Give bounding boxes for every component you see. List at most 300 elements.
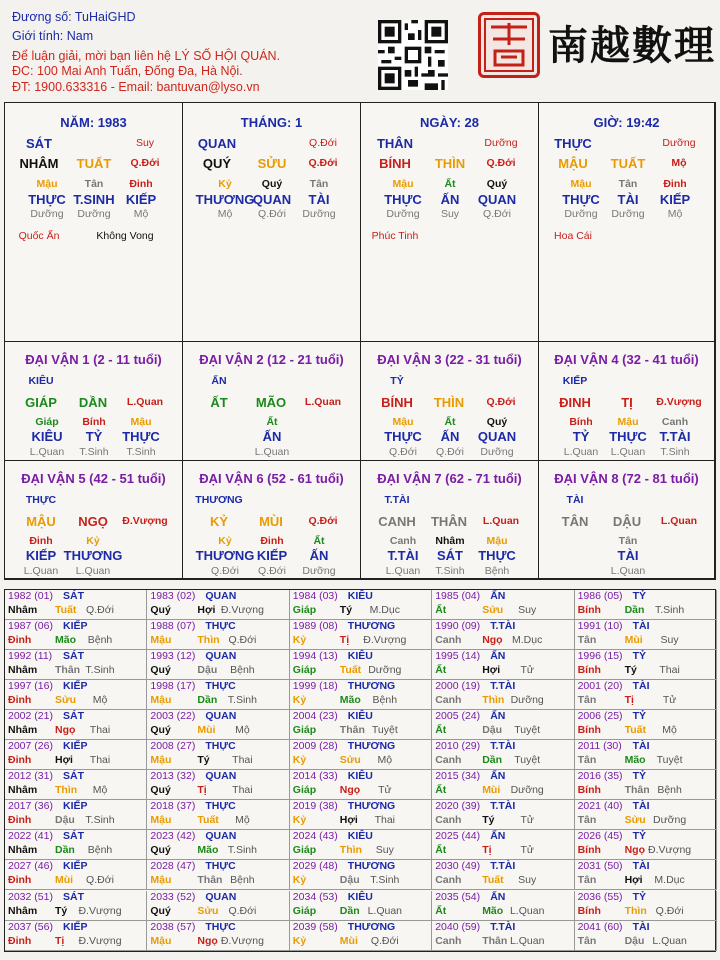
year-cell[interactable]: [432, 921, 574, 951]
year-cell[interactable]: [290, 650, 432, 680]
year-stem: Quý: [150, 904, 171, 917]
year-stage: Dưỡng: [510, 784, 544, 797]
year-ten-god: SÁT: [63, 890, 84, 903]
year-label: 1985 (04): [435, 590, 481, 602]
pillar-stage: Dưỡng: [662, 137, 696, 149]
qr-code-icon[interactable]: [378, 20, 448, 90]
year-label: 2015 (34): [435, 770, 481, 783]
year-stem: Nhâm: [8, 724, 38, 737]
year-ten-god: KIẾP: [63, 860, 88, 873]
year-stem: Ất: [435, 724, 447, 737]
year-stem: Kỷ: [292, 934, 307, 947]
pillar-earthly-branch: SỬU: [257, 156, 287, 171]
dai-van-branch: THÂN: [430, 514, 468, 529]
year-branch: Thân: [339, 724, 365, 737]
dai-van-cell: [539, 461, 715, 579]
year-stem: Canh: [435, 814, 462, 827]
year-label: 2039 (58): [292, 920, 338, 933]
hidden-stem-god: SÁT: [437, 548, 463, 563]
hidden-stem-god: ẤN: [440, 429, 460, 444]
year-label: 2010 (29): [435, 740, 481, 753]
year-stem: Giáp: [292, 604, 317, 616]
year-cell[interactable]: [5, 680, 147, 710]
hidden-stem-stage: L.Quan: [610, 446, 646, 458]
year-cell[interactable]: [575, 680, 717, 710]
year-cell[interactable]: [432, 650, 574, 680]
year-cell[interactable]: [575, 710, 717, 740]
year-branch: Tuất: [339, 664, 362, 677]
year-branch: Mão: [624, 754, 646, 767]
year-stage: L.Quan: [509, 934, 545, 947]
year-stem: Nhâm: [8, 904, 38, 917]
year-stage: M.Dục: [369, 604, 400, 616]
year-branch: Hợi: [197, 604, 216, 616]
year-stage: M.Dục: [654, 874, 685, 887]
year-label: 2020 (39): [435, 800, 481, 813]
year-cell[interactable]: [290, 800, 432, 830]
year-cell[interactable]: [147, 710, 289, 740]
year-stage: Mộ: [235, 724, 250, 737]
hidden-stem-god: QUAN: [252, 192, 292, 207]
year-cell[interactable]: [290, 770, 432, 800]
hidden-stem-stage: L.Quan: [254, 446, 290, 458]
year-ten-god: SÁT: [63, 590, 84, 602]
year-ten-god: QUAN: [205, 830, 237, 843]
year-cell[interactable]: [5, 830, 147, 860]
year-stem: Bính: [577, 604, 601, 616]
year-stage: T.Sinh: [227, 694, 257, 707]
year-cell[interactable]: [5, 921, 147, 951]
year-cell[interactable]: [575, 740, 717, 770]
year-stage: L.Quan: [652, 934, 687, 947]
year-branch: Tị: [624, 694, 634, 707]
dai-van-title: ĐẠI VẬN 5 (42 - 51 tuổi): [21, 471, 166, 486]
year-cell[interactable]: [5, 590, 147, 620]
year-label: 2019 (38): [292, 800, 338, 813]
hidden-stem-stage: Dưỡng: [302, 565, 336, 577]
year-branch: Tuất: [624, 724, 646, 737]
year-stage: Tuyệt: [514, 754, 541, 767]
year-cell[interactable]: [575, 891, 717, 921]
year-label: 1991 (10): [577, 620, 623, 633]
pillar-stem-stage: Q.Đới: [130, 157, 160, 169]
year-stage: Tử: [378, 784, 392, 797]
year-stage: Dưỡng: [653, 814, 687, 827]
year-stem: Giáp: [292, 724, 317, 737]
year-cell[interactable]: [575, 620, 717, 650]
hidden-stem: Canh: [389, 535, 417, 547]
year-stage: Q.Đới: [370, 934, 399, 947]
hidden-stem-stage: Suy: [440, 208, 460, 220]
pillar-heavenly-stem: MẬU: [558, 156, 588, 171]
hidden-stem-stage: Mộ: [133, 208, 149, 220]
year-cell[interactable]: [575, 830, 717, 860]
year-ten-god: TÀI: [632, 620, 650, 633]
year-stem: Bính: [577, 844, 601, 857]
year-stage: Mộ: [235, 814, 250, 827]
year-label: 2036 (55): [577, 890, 623, 903]
year-ten-god: SÁT: [63, 770, 84, 783]
year-label: 2007 (26): [8, 740, 53, 753]
year-branch: Hợi: [482, 664, 501, 677]
year-cell[interactable]: [432, 590, 574, 620]
year-label: 2038 (57): [150, 920, 196, 933]
year-cell[interactable]: [290, 740, 432, 770]
year-ten-god: QUAN: [205, 890, 237, 903]
year-stage: Tử: [520, 664, 534, 677]
year-label: 1987 (06): [8, 620, 53, 633]
hidden-stem: Canh: [661, 416, 689, 428]
pillar-stem-stage: Q.Đới: [486, 157, 516, 169]
special-star: Quốc Ấn: [18, 230, 60, 242]
year-cell[interactable]: [147, 740, 289, 770]
pillar-earthly-branch: TUẤT: [76, 156, 112, 171]
seal-pattern-icon: [481, 15, 537, 75]
year-cell[interactable]: [432, 680, 574, 710]
hidden-stem-god: TÀI: [308, 192, 330, 207]
year-branch: Dậu: [197, 664, 218, 677]
year-cell[interactable]: [147, 770, 289, 800]
year-cell[interactable]: [575, 921, 717, 951]
year-cell[interactable]: [432, 830, 574, 860]
year-ten-god: ẤN: [490, 890, 506, 903]
year-stage: T.Sinh: [370, 874, 400, 887]
year-cell[interactable]: [147, 830, 289, 860]
year-label: 1989 (08): [292, 620, 338, 633]
pillar-cell: [539, 103, 715, 342]
year-branch: Mùi: [624, 634, 643, 647]
year-stem: Canh: [435, 634, 462, 647]
year-branch: Mùi: [339, 934, 358, 947]
dai-van-stage: Đ.Vượng: [656, 396, 702, 408]
year-ten-god: T.TÀI: [490, 800, 516, 813]
dai-van-stem: KỶ: [209, 514, 229, 529]
year-cell[interactable]: [290, 680, 432, 710]
pillar-stem-stage: Q.Đới: [308, 157, 338, 169]
year-cell[interactable]: [290, 620, 432, 650]
year-ten-god: KIẾP: [63, 800, 88, 813]
year-branch: Ngọ: [55, 724, 76, 737]
year-cell[interactable]: [432, 770, 574, 800]
dai-van-branch: MÙI: [259, 514, 283, 529]
consult-line: Để luận giải, mời bạn liên hệ LÝ SỐ HỘI QUÁN.: [12, 49, 281, 63]
year-stem: Mậu: [150, 634, 172, 647]
year-cell[interactable]: [5, 710, 147, 740]
pillar-stem-stage: Mộ: [671, 157, 687, 169]
year-label: 1990 (09): [435, 620, 481, 633]
year-ten-god: ẤN: [490, 710, 506, 723]
dai-van-cell: [5, 342, 183, 461]
hidden-stem: Ất: [444, 178, 456, 190]
dai-van-cell: [361, 342, 539, 461]
year-stage: Suy: [660, 634, 679, 647]
year-label: 2026 (45): [577, 830, 623, 843]
year-ten-god: ẤN: [490, 650, 506, 663]
year-branch: Sửu: [482, 604, 504, 616]
hidden-stem-god: THỰC: [28, 192, 66, 207]
year-label: 2035 (54): [435, 890, 481, 903]
year-cell[interactable]: [575, 590, 717, 620]
year-stage: Bệnh: [657, 784, 682, 797]
year-stage: Thai: [374, 814, 396, 827]
pillar-earthly-branch: THÌN: [434, 156, 466, 171]
year-branch: Hợi: [339, 814, 358, 827]
year-label: 2024 (43): [292, 830, 338, 843]
year-cell[interactable]: [147, 650, 289, 680]
year-cell[interactable]: [5, 650, 147, 680]
year-branch: Sửu: [55, 694, 77, 707]
contact-line: ĐT: 1900.633316 - Email: bantuvan@lyso.vn: [12, 80, 260, 94]
year-stage: Đ.Vượng: [78, 934, 122, 947]
year-cell[interactable]: [5, 740, 147, 770]
year-cell[interactable]: [5, 860, 147, 890]
dai-van-stem-god: THƯƠNG: [195, 494, 243, 506]
year-ten-god: THƯƠNG: [347, 920, 396, 933]
year-ten-god: TỶ: [632, 590, 647, 602]
year-branch: Ngọ: [197, 934, 218, 947]
year-stage: Thai: [232, 784, 253, 797]
address-line: ĐC: 100 Mai Anh Tuấn, Đống Đa, Hà Nội.: [12, 64, 243, 78]
year-label: 2005 (24): [435, 710, 481, 723]
year-stage: Suy: [518, 604, 537, 616]
year-stem: Canh: [435, 934, 462, 947]
pillar-heavenly-stem: BÍNH: [379, 156, 411, 171]
year-label: 2012 (31): [8, 770, 53, 783]
year-cell[interactable]: [432, 740, 574, 770]
pillar-cell: [5, 103, 183, 342]
year-cell[interactable]: [575, 650, 717, 680]
year-branch: Thìn: [482, 694, 505, 707]
year-stem: Giáp: [292, 784, 317, 797]
year-ten-god: THỰC: [205, 800, 236, 813]
year-cell[interactable]: [147, 800, 289, 830]
year-branch: Dậu: [55, 814, 75, 827]
dai-van-title: ĐẠI VẬN 8 (72 - 81 tuổi): [554, 471, 699, 486]
year-ten-god: QUAN: [205, 770, 237, 783]
year-stem: Đinh: [8, 814, 32, 827]
year-stage: Thai: [232, 754, 253, 767]
year-branch: Thìn: [55, 784, 78, 797]
year-cell[interactable]: [432, 710, 574, 740]
hidden-stem: Mậu: [392, 416, 414, 428]
dai-van-branch: THÌN: [433, 395, 465, 410]
year-stem: Mậu: [150, 814, 172, 827]
hidden-stem-stage: L.Quan: [563, 446, 599, 458]
year-cell[interactable]: [147, 860, 289, 890]
year-branch: Mão: [482, 904, 504, 917]
year-branch: Tuất: [55, 604, 77, 616]
year-stem: Kỷ: [292, 694, 307, 707]
dai-van-title: ĐẠI VẬN 1 (2 - 11 tuổi): [25, 352, 162, 367]
hidden-stem-god: TÀI: [617, 192, 639, 207]
year-stem: Canh: [435, 874, 462, 887]
year-ten-god: T.TÀI: [490, 860, 516, 873]
dai-van-cell: [361, 461, 539, 579]
year-stem: Quý: [150, 724, 171, 737]
year-stem: Tân: [577, 634, 597, 647]
year-stage: Bệnh: [87, 844, 113, 857]
chart-header: [0, 0, 720, 100]
hidden-stem-god: ẤN: [440, 192, 460, 207]
year-stem: Ất: [435, 664, 447, 677]
dai-van-stage: Q.Đới: [486, 396, 516, 408]
year-cell[interactable]: [147, 891, 289, 921]
hidden-stem-god: QUAN: [477, 429, 517, 444]
dai-van-stem: MẬU: [26, 514, 56, 529]
hidden-stem: Bính: [569, 416, 593, 428]
hidden-stem-god: KIẾP: [659, 192, 691, 207]
hidden-stem-stage: Bệnh: [484, 565, 510, 577]
year-branch: Thân: [482, 934, 508, 947]
year-stage: Mộ: [92, 784, 108, 797]
hidden-stem: Kỷ: [218, 535, 232, 547]
hidden-stem-god: THỰC: [384, 429, 422, 444]
year-ten-god: THỰC: [205, 620, 236, 633]
year-label: 1988 (07): [150, 620, 196, 633]
year-stage: Tuyệt: [514, 724, 541, 737]
year-branch: Sửu: [339, 754, 361, 767]
year-ten-god: ẤN: [490, 590, 506, 602]
dai-van-branch: NGỌ: [78, 514, 108, 529]
year-cell[interactable]: [432, 891, 574, 921]
year-cell[interactable]: [290, 710, 432, 740]
hidden-stem: Giáp: [35, 416, 59, 428]
year-cell[interactable]: [432, 620, 574, 650]
dai-van-stem-god: TÀI: [566, 494, 584, 506]
hidden-stem: Ất: [266, 416, 278, 428]
pillar-cell: [183, 103, 361, 342]
year-stage: Tử: [520, 814, 534, 827]
year-branch: Dậu: [624, 934, 645, 947]
year-ten-god: THƯƠNG: [347, 620, 396, 633]
year-cell[interactable]: [290, 891, 432, 921]
year-branch: Tý: [339, 604, 353, 616]
dai-van-stem-god: TỶ: [390, 375, 404, 387]
dai-van-stage: L.Quan: [660, 515, 698, 527]
hidden-stem-god: T.TÀI: [387, 548, 419, 563]
year-label: 1993 (12): [150, 650, 196, 663]
year-cell[interactable]: [432, 800, 574, 830]
hidden-stem: Mậu: [36, 178, 58, 190]
year-stage: Q.Đới: [228, 634, 257, 647]
year-stage: Bệnh: [372, 694, 398, 707]
year-ten-god: T.TÀI: [490, 920, 516, 933]
year-stem: Ất: [435, 784, 447, 797]
year-branch: Hợi: [624, 874, 643, 887]
hidden-stem-stage: T.Sinh: [435, 565, 465, 577]
year-ten-god: T.TÀI: [490, 740, 516, 753]
hidden-stem-god: THƯƠNG: [195, 548, 255, 563]
year-stem: Canh: [435, 694, 462, 707]
year-label: 2001 (20): [577, 680, 623, 693]
dai-van-stage: Q.Đới: [308, 515, 338, 527]
year-ten-god: SÁT: [63, 710, 84, 723]
hidden-stem-stage: Dưỡng: [77, 208, 111, 220]
year-cell[interactable]: [575, 770, 717, 800]
hidden-stem: Quý: [486, 416, 508, 428]
year-cell[interactable]: [290, 860, 432, 890]
year-cell[interactable]: [147, 921, 289, 951]
year-ten-god: THỰC: [205, 740, 236, 753]
year-cell[interactable]: [290, 921, 432, 951]
hidden-stem-god: T.TÀI: [659, 429, 691, 444]
year-ten-god: T.TÀI: [490, 680, 516, 693]
year-label: 2032 (51): [8, 890, 53, 903]
year-cell[interactable]: [5, 770, 147, 800]
year-cell[interactable]: [575, 860, 717, 890]
year-cell[interactable]: [147, 680, 289, 710]
pillar-title: NĂM: 1983: [60, 115, 127, 130]
year-cell[interactable]: [5, 891, 147, 921]
year-stage: Đ.Vượng: [78, 904, 122, 917]
hidden-stem-stage: Q.Đới: [483, 208, 511, 220]
year-label: 1983 (02): [150, 590, 196, 602]
year-cell[interactable]: [5, 620, 147, 650]
hidden-stem-stage: Mộ: [667, 208, 683, 220]
year-stem: Nhâm: [8, 844, 38, 857]
year-stage: Mộ: [92, 694, 108, 707]
year-branch: Thân: [197, 874, 223, 887]
year-label: 2011 (30): [577, 740, 622, 753]
year-cell[interactable]: [147, 620, 289, 650]
year-stage: T.Sinh: [227, 844, 257, 857]
hidden-stem-stage: Q.Đới: [258, 565, 286, 577]
pillar-stage: Dưỡng: [484, 137, 518, 149]
year-stage: Thai: [89, 754, 111, 767]
year-branch: Tuất: [482, 874, 504, 887]
year-label: 2030 (49): [435, 860, 481, 873]
year-cell[interactable]: [575, 800, 717, 830]
year-branch: Dần: [197, 694, 218, 707]
hidden-stem: Bính: [82, 416, 106, 428]
year-stem: Giáp: [292, 904, 317, 917]
year-branch: Mùi: [55, 874, 74, 887]
year-cell[interactable]: [290, 590, 432, 620]
year-cell[interactable]: [147, 590, 289, 620]
year-stem: Kỷ: [292, 634, 307, 647]
year-ten-god: QUAN: [205, 650, 237, 663]
year-stem: Đinh: [8, 934, 32, 947]
year-stage: Bệnh: [230, 664, 255, 677]
year-stem: Ất: [435, 604, 447, 616]
special-star: Hoa Cái: [554, 230, 592, 242]
year-cell[interactable]: [5, 800, 147, 830]
year-cell[interactable]: [290, 830, 432, 860]
year-stem: Bính: [577, 724, 601, 737]
year-branch: Ngọ: [339, 784, 361, 797]
year-branch: Tị: [482, 844, 492, 857]
hidden-stem: Tân: [618, 535, 638, 547]
dai-van-stem: TÂN: [561, 514, 589, 529]
year-label: 2016 (35): [577, 770, 623, 783]
year-stage: Mộ: [662, 724, 677, 737]
year-stem: Quý: [150, 604, 171, 616]
year-ten-god: THƯƠNG: [347, 680, 396, 693]
year-stem: Đinh: [8, 874, 32, 887]
pillar-stage: Suy: [135, 137, 155, 149]
dai-van-branch: DẦN: [78, 395, 108, 410]
dai-van-stem: CANH: [378, 514, 416, 529]
year-cell[interactable]: [432, 860, 574, 890]
year-label: 1999 (18): [292, 680, 338, 693]
year-stem: Quý: [150, 784, 171, 797]
year-ten-god: TÀI: [632, 680, 650, 693]
year-stem: Đinh: [8, 634, 32, 647]
year-label: 2034 (53): [292, 890, 338, 903]
year-label: 2000 (19): [435, 680, 481, 693]
year-label: 1994 (13): [292, 650, 338, 663]
year-ten-god: SÁT: [63, 650, 84, 663]
